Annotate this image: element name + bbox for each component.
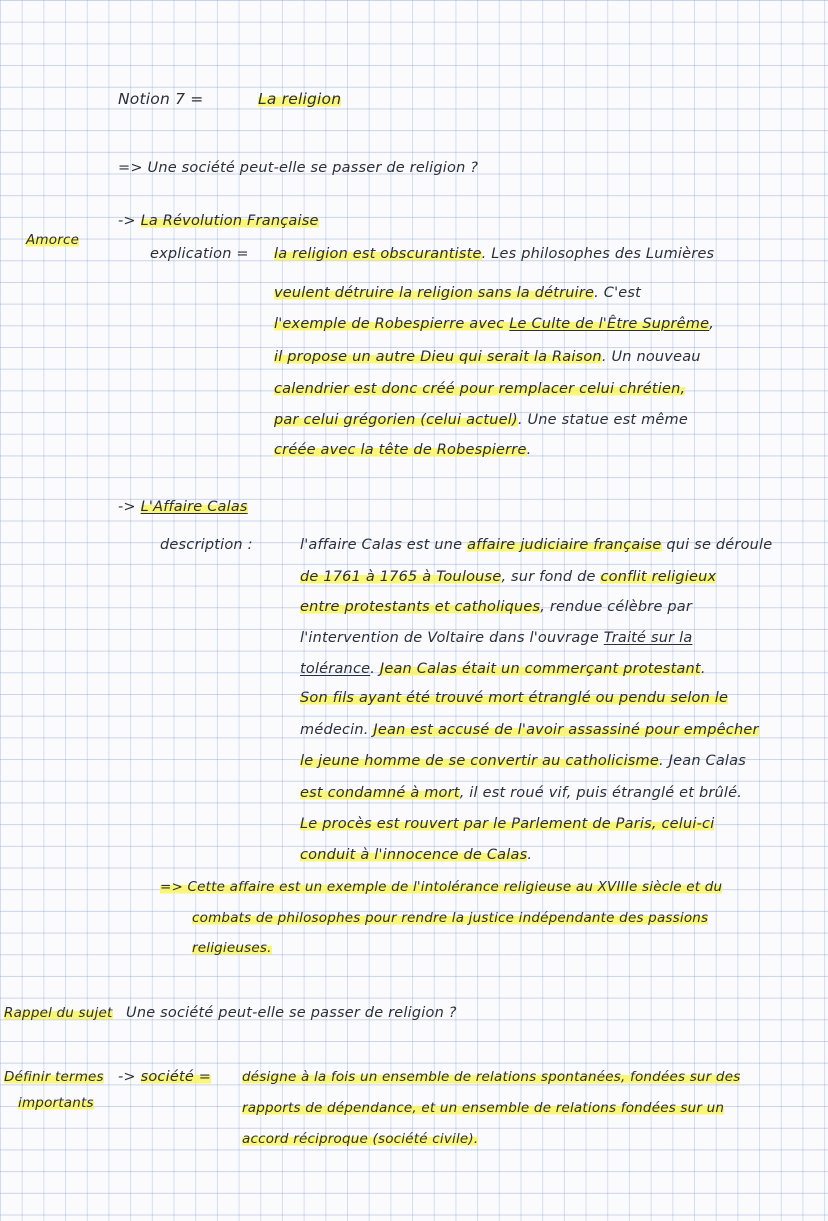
revolution-line-7: créée avec la tête de Robespierre. [274, 442, 532, 458]
calas-line-1: l'affaire Calas est une affaire judiciaire française qui se déroule [300, 537, 773, 553]
calas-conclusion-3: religieuses. [192, 940, 272, 956]
revolution-heading-text: La Révolution Française [140, 213, 319, 229]
revolution-heading [118, 213, 319, 229]
calas-line-6: Son fils ayant été trouvé mort étranglé ou pendu selon le [300, 690, 729, 706]
notion-label: Notion 7 = [118, 90, 204, 108]
rappel-text: Une société peut-elle se passer de religion ? [126, 1005, 457, 1021]
revolution-line-3: l'exemple de Robespierre avec Le Culte de l'Être Suprême, [274, 316, 715, 332]
calas-line-7: médecin. Jean est accusé de l'avoir assassiné pour empêcher [300, 722, 759, 738]
calas-line-8: le jeune homme de se convertir au catholicisme. Jean Calas [300, 753, 746, 769]
definition-line-3: accord réciproque (société civile). [242, 1131, 479, 1147]
calas-heading-text: L'Affaire Calas [140, 499, 248, 515]
revolution-line-5: calendrier est donc créé pour remplacer celui chrétien, [274, 381, 686, 397]
calas-line-2: de 1761 à 1765 à Toulouse, sur fond de conflit religieux [300, 569, 717, 585]
definition-term [118, 1069, 211, 1085]
definition-line-2: rapports de dépendance, et un ensemble de relations fondées sur un [242, 1100, 725, 1116]
revolution-label: explication = [150, 246, 249, 262]
revolution-line-1: la religion est obscurantiste. Les philosophes des Lumières [274, 246, 715, 262]
calas-heading [118, 499, 248, 515]
calas-line-5: tolérance. Jean Calas était un commerçant protestant. [300, 661, 706, 677]
calas-conclusion-2: combats de philosophes pour rendre la justice indépendante des passions [192, 910, 709, 926]
calas-conclusion-1: => Cette affaire est un exemple de l'intolérance religieuse au XVIIIe siècle et du [160, 879, 723, 895]
definition-line-1: désigne à la fois un ensemble de relations spontanées, fondées sur des [242, 1069, 741, 1085]
margin-label-rappel: Rappel du sujet [4, 1005, 113, 1021]
calas-line-3: entre protestants et catholiques, rendue célèbre par [300, 599, 693, 615]
subject-highlight: La religion [258, 90, 342, 108]
revolution-line-6: par celui grégorien (celui actuel). Une statue est même [274, 412, 688, 428]
arrow-icon: -> [118, 213, 136, 229]
calas-line-11: conduit à l'innocence de Calas. [300, 847, 533, 863]
calas-line-10: Le procès est rouvert par le Parlement de Paris, celui-ci [300, 816, 715, 832]
revolution-line-4: il propose un autre Dieu qui serait la Raison. Un nouveau [274, 349, 701, 365]
main-question: => Une société peut-elle se passer de religion ? [118, 160, 479, 176]
margin-label-definir: Définir termes [4, 1069, 104, 1085]
calas-line-4: l'intervention de Voltaire dans l'ouvrage Traité sur la [300, 630, 693, 646]
calas-label: description : [160, 537, 253, 553]
arrow-icon: -> [118, 1069, 136, 1085]
revolution-line-2: veulent détruire la religion sans la détruire. C'est [274, 285, 642, 301]
page-title [258, 90, 341, 108]
margin-label-importants: importants [18, 1095, 94, 1111]
calas-line-9: est condamné à mort, il est roué vif, puis étranglé et brûlé. [300, 785, 743, 801]
definition-term-text: société = [140, 1069, 212, 1085]
margin-label-amorce: Amorce [26, 232, 80, 248]
arrow-icon: -> [118, 499, 136, 515]
